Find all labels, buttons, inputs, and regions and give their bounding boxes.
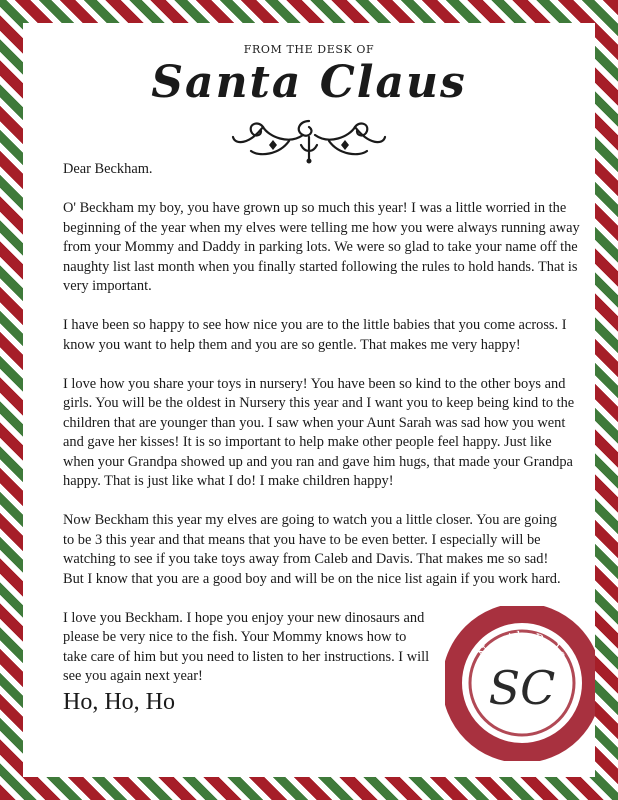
- letter-paragraph: I love you Beckham. I hope you enjoy your new dinosaurs and please be very nice to the fish. Your Mommy knows how to take care of him but you need to listen to her instructions. I will see you again next year!: [63, 609, 430, 684]
- flourish-ornament-icon: [229, 115, 389, 165]
- from-desk-label: FROM THE DESK OF: [243, 43, 375, 56]
- letter-paragraph: Now Beckham this year my elves are going to watch you a little closer. You are going to be 3 this year and that means that you have to be even better. I especially will be watching to see if you take toys away from Caleb and Davis. That makes me so sad! But I know that you are a good boy and will be on the nice list again if you work hard.: [63, 512, 561, 587]
- seal-text: North Pole: [475, 629, 571, 665]
- north-pole-seal-icon: [445, 606, 595, 761]
- letter-paragraph: I have been so happy to see how nice you are to the little babies that you come across. I know you want to help them and you are so gentle. That makes me very happy!: [63, 317, 567, 353]
- signoff: Ho, Ho, Ho: [63, 689, 175, 715]
- greeting: Dear Beckham.: [63, 161, 153, 177]
- letterhead: [23, 43, 595, 108]
- letter-paragraph: I love how you share your toys in nursery! You have been so kind to the other boys and girls. You will be the oldest in Nursery this year and I want you to keep being kind to the children that are younger than you. I saw when your Aunt Sarah was sad how you went and gave her kisses! It is so important to help make other people feel happy. Just like when your Grandpa showed up and you ran and gave him hugs, that made your Grandpa happy. That is just like what I do! I make children happy!: [63, 375, 575, 489]
- santa-name-title: Santa Claus: [151, 57, 467, 108]
- letter-paper: [23, 23, 595, 777]
- seal-monogram: SC: [488, 661, 556, 715]
- letter-paragraph: O' Beckham my boy, you have grown up so much this year! I was a little worried in the beginning of the year when my elves were telling me how you were always running away from your Mommy and Daddy in parking lots. We were so glad to take your name off the naughty list last month when you finally started following the rules to hold hands. That is very important.: [63, 200, 580, 294]
